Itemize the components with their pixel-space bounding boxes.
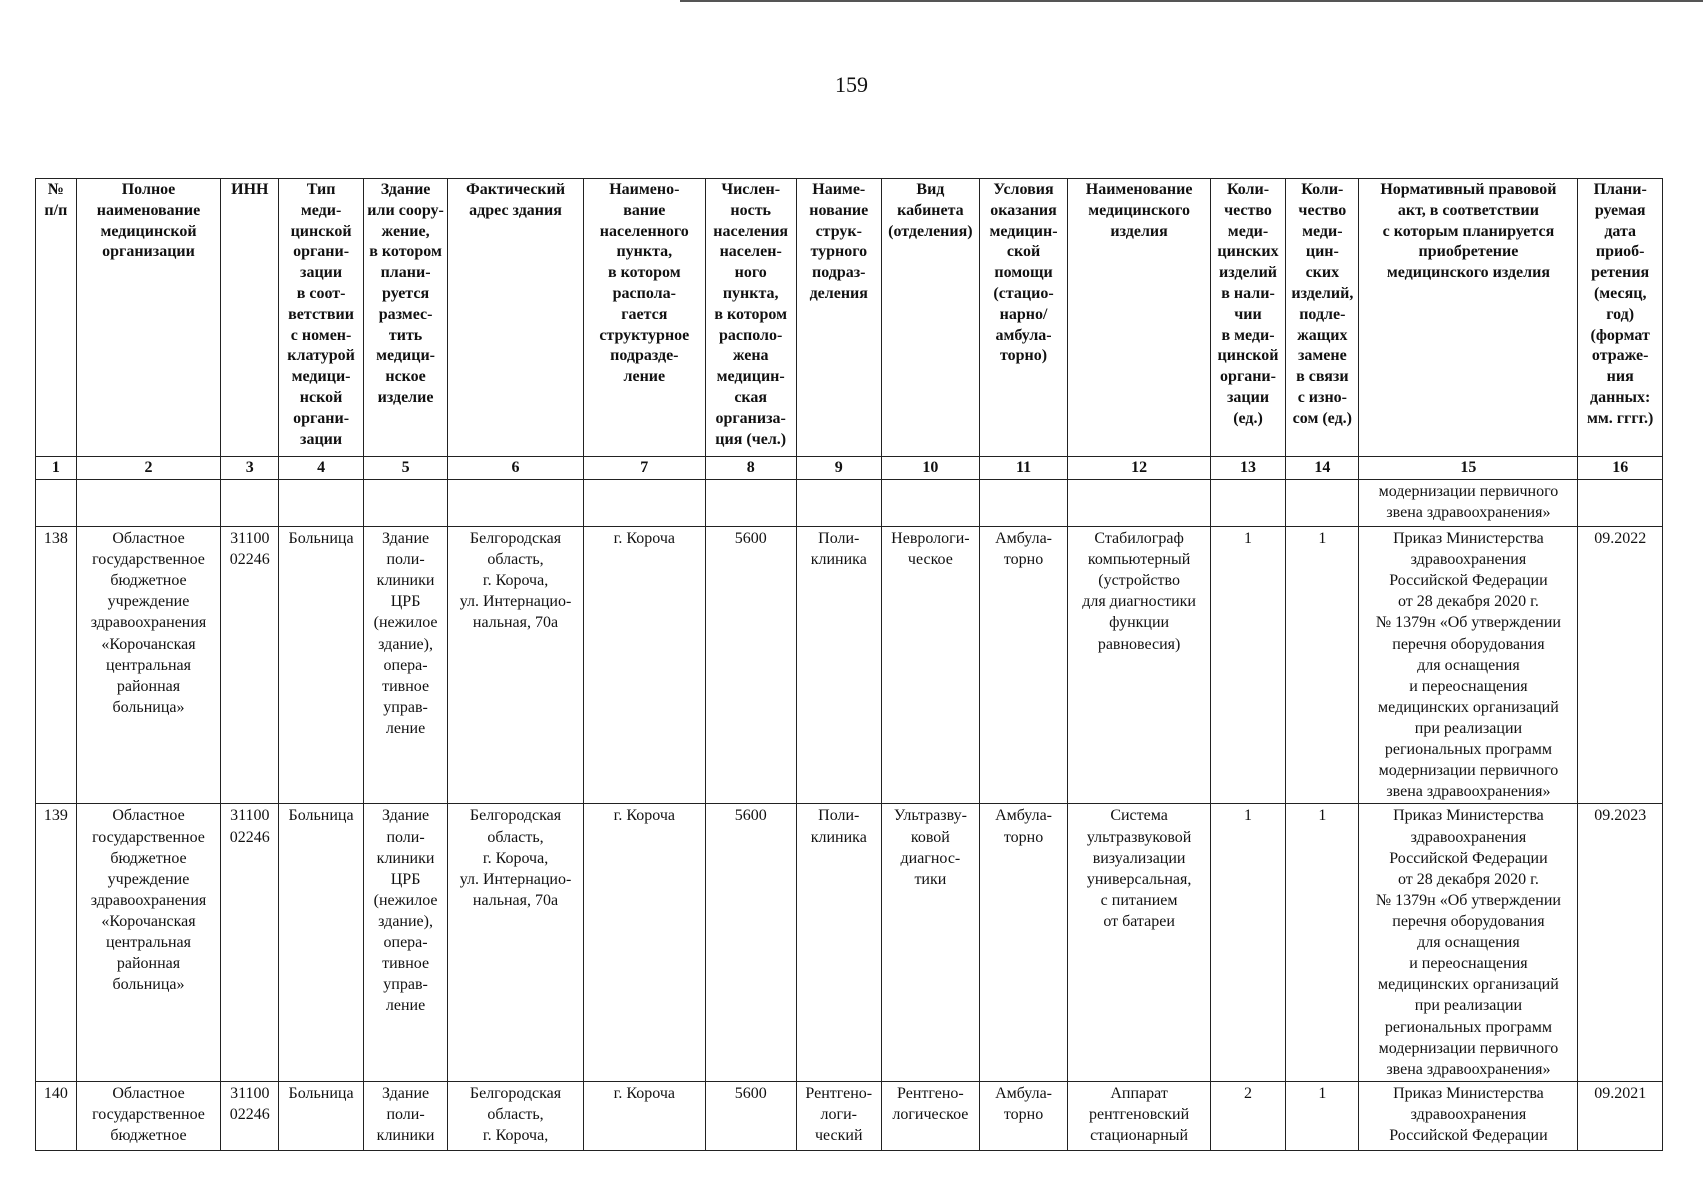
organization-name: Областное государственное бюджетное учреждение здравоохранения «Корочанская центральная районная больница» — [76, 527, 221, 804]
population: 5600 — [705, 804, 796, 1081]
column-number: 15 — [1359, 457, 1578, 480]
locality: г. Короча — [583, 1081, 705, 1150]
population: 5600 — [705, 1081, 796, 1150]
planned-date: 09.2022 — [1578, 527, 1663, 804]
header-cell: Условия оказания медицин- ской помощи (стацио- нарно/ амбула- торно) — [979, 179, 1068, 457]
header-cell: Нормативный правовой акт, в соответствии с которым планируется приобретение медицинского изделия — [1359, 179, 1578, 457]
population: 5600 — [705, 527, 796, 804]
available-count: 1 — [1210, 804, 1285, 1081]
cabinet-type: Неврологи- ческое — [882, 527, 980, 804]
column-number: 1 — [36, 457, 77, 480]
header-cell: Тип меди- цинской органи- зации в соот- ветствии с номен- клатурой медици- нской органи- зации — [279, 179, 364, 457]
available-count: 1 — [1210, 527, 1285, 804]
structural-unit: Поли- клиника — [796, 527, 882, 804]
planned-date: 09.2023 — [1578, 804, 1663, 1081]
header-cell: Коли- чество меди- цин- ских изделий, подле- жащих замене в связи с изно- сом (ед.) — [1286, 179, 1359, 457]
cabinet-type: Ультразву- ковой диагнос- тики — [882, 804, 980, 1081]
locality: г. Короча — [583, 527, 705, 804]
inn: 31100 02246 — [221, 1081, 279, 1150]
header-cell: № п/п — [36, 179, 77, 457]
building: Здание поли- клиники ЦРБ (нежилое здание), опера- тивное управ- ление — [363, 527, 448, 804]
column-number: 11 — [979, 457, 1068, 480]
header-cell: ИНН — [221, 179, 279, 457]
column-number: 3 — [221, 457, 279, 480]
device-name: Система ультразвуковой визуализации универсальная, с питанием от батареи — [1068, 804, 1211, 1081]
structural-unit: Поли- клиника — [796, 804, 882, 1081]
replace-count: 1 — [1286, 527, 1359, 804]
header-cell: Фактический адрес здания — [448, 179, 583, 457]
row-number: 138 — [36, 527, 77, 804]
continuation-text: модернизации первичного звена здравоохранения» — [1359, 480, 1578, 527]
building: Здание поли- клиники ЦРБ (нежилое здание), опера- тивное управ- ление — [363, 804, 448, 1081]
continuation-row — [36, 480, 1663, 527]
legal-act: Приказ Министерства здравоохранения Российской Федерации от 28 декабря 2020 г. № 1379н «Об утверждении перечня оборудования для оснащения и переоснащения медицинских организаций при реализации региональных программ модернизации первичного звена здравоохранения» — [1359, 527, 1578, 804]
inn: 31100 02246 — [221, 527, 279, 804]
column-number: 12 — [1068, 457, 1211, 480]
legal-act: Приказ Министерства здравоохранения Российской Федерации — [1359, 1081, 1578, 1150]
header-cell: Здание или соору- жение, в котором плани- руется размес- тить медици- нское изделие — [363, 179, 448, 457]
organization-type: Больница — [279, 1081, 364, 1150]
available-count: 2 — [1210, 1081, 1285, 1150]
organization-name: Областное государственное бюджетное учреждение здравоохранения «Корочанская центральная районная больница» — [76, 804, 221, 1081]
organization-name: Областное государственное бюджетное — [76, 1081, 221, 1150]
column-number: 13 — [1210, 457, 1285, 480]
header-cell: Наименование медицинского изделия — [1068, 179, 1211, 457]
table-row — [36, 1081, 1663, 1150]
header-cell: Коли- чество меди- цинских изделий в нали- чии в меди- цинской органи- зации (ед.) — [1210, 179, 1285, 457]
equipment-table — [35, 178, 1663, 1151]
top-border-line — [680, 0, 1703, 2]
legal-act: Приказ Министерства здравоохранения Российской Федерации от 28 декабря 2020 г. № 1379н «Об утверждении перечня оборудования для оснащения и переоснащения медицинских организаций при реализации региональных программ модернизации первичного звена здравоохранения» — [1359, 804, 1578, 1081]
replace-count: 1 — [1286, 804, 1359, 1081]
row-number: 140 — [36, 1081, 77, 1150]
replace-count: 1 — [1286, 1081, 1359, 1150]
address: Белгородская область, г. Короча, ул. Интернацио- нальная, 70а — [448, 804, 583, 1081]
address: Белгородская область, г. Короча, — [448, 1081, 583, 1150]
column-number: 10 — [882, 457, 980, 480]
column-number-row — [36, 457, 1663, 480]
care-conditions: Амбула- торно — [979, 1081, 1068, 1150]
care-conditions: Амбула- торно — [979, 527, 1068, 804]
inn: 31100 02246 — [221, 804, 279, 1081]
device-name: Стабилограф компьютерный (устройство для диагностики функции равновесия) — [1068, 527, 1211, 804]
care-conditions: Амбула- торно — [979, 804, 1068, 1081]
column-number: 8 — [705, 457, 796, 480]
organization-type: Больница — [279, 527, 364, 804]
column-number: 7 — [583, 457, 705, 480]
header-cell: Числен- ность населения населен- ного пункта, в котором располо- жена медицин- ская организа- ция (чел.) — [705, 179, 796, 457]
device-name: Аппарат рентгеновский стационарный — [1068, 1081, 1211, 1150]
header-cell: Наиме- нование струк- турного подраз- деления — [796, 179, 882, 457]
building: Здание поли- клиники — [363, 1081, 448, 1150]
header-cell: Наимено- вание населенного пункта, в котором распола- гается структурное подразде- ление — [583, 179, 705, 457]
planned-date: 09.2021 — [1578, 1081, 1663, 1150]
column-number: 5 — [363, 457, 448, 480]
address: Белгородская область, г. Короча, ул. Интернацио- нальная, 70а — [448, 527, 583, 804]
table-row — [36, 527, 1663, 804]
column-number: 14 — [1286, 457, 1359, 480]
table-row — [36, 804, 1663, 1081]
column-number: 4 — [279, 457, 364, 480]
header-cell: Полное наименование медицинской организации — [76, 179, 221, 457]
column-number: 16 — [1578, 457, 1663, 480]
header-cell: Плани- руемая дата приоб- ретения (месяц, год) (формат отраже- ния данных: мм. гггг.) — [1578, 179, 1663, 457]
column-number: 2 — [76, 457, 221, 480]
column-number: 9 — [796, 457, 882, 480]
page-number: 159 — [835, 72, 868, 97]
locality: г. Короча — [583, 804, 705, 1081]
organization-type: Больница — [279, 804, 364, 1081]
row-number: 139 — [36, 804, 77, 1081]
structural-unit: Рентгено- логи- ческий — [796, 1081, 882, 1150]
header-cell: Вид кабинета (отделения) — [882, 179, 980, 457]
column-number: 6 — [448, 457, 583, 480]
cabinet-type: Рентгено- логическое — [882, 1081, 980, 1150]
header-row — [36, 179, 1663, 457]
